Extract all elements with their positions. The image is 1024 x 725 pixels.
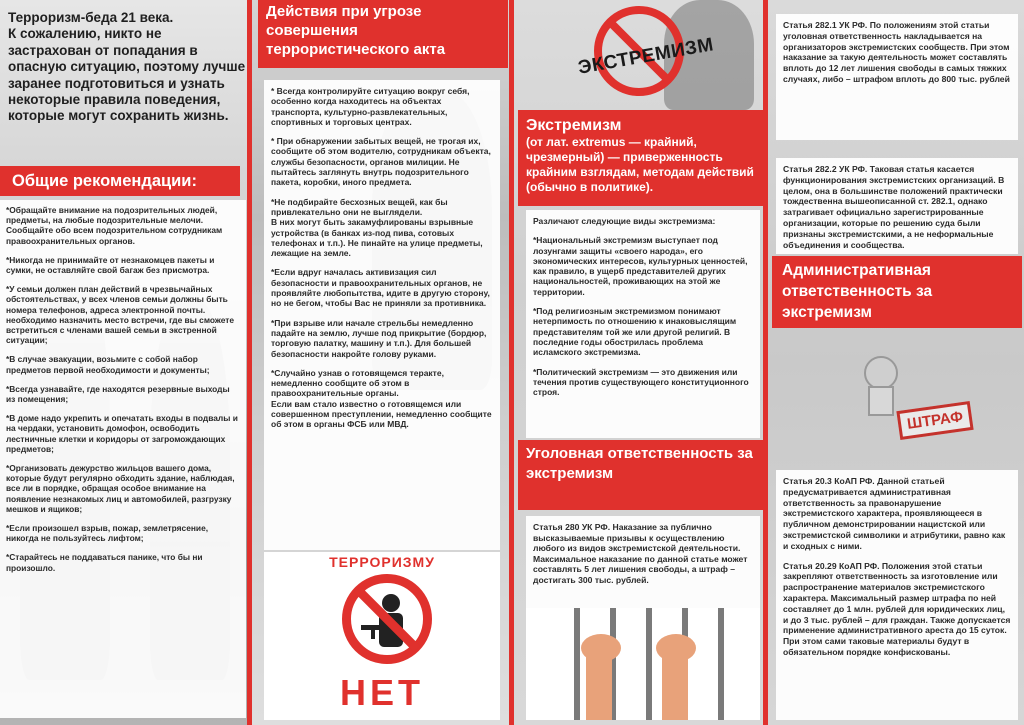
list-item: *Не подбирайте бесхозных вещей, как бы привлекательно они не выглядели. В них могут быть закамуфлированы взрывные устройства (в банках из-под пива, сотовых телефонах и т.п.). Не пинайте на улице предметы, лежащие на земле.	[271, 196, 483, 259]
panel-legal	[768, 0, 1024, 725]
list-item: *Под религиозным экстремизмом понимают нетерпимость по отношению к инаковыслящим представителям той же или другой религий. В последние годы обострилась проблема исламского экстремизма.	[533, 306, 737, 358]
fine-stamp-image	[828, 350, 978, 460]
list-item: * Всегда контролируйте ситуацию вокруг себя, особенно когда находитесь на объектах транспорта, культурно-развлекательных, спортивных и торговых центрах.	[271, 86, 470, 127]
prison-bars-icon	[526, 608, 760, 720]
actions-list	[264, 80, 500, 550]
no-terrorism-poster	[264, 552, 500, 720]
criminal-liability-heading: Уголовная ответственность за экстремизм	[518, 440, 763, 510]
types-intro: Различают следующие виды экстремизма:	[533, 216, 716, 226]
article-282-2-text: Статья 282.2 УК РФ. Таковая статья касается функционирования экстремистских организаций. В целом, она в большинстве положений практически тождественна вышеописанной ст. 282.1, однако затрагивает официально зарегистрированные организации, которые по решению суда были признаны экстремистскими, а не неформальные объединения и сообщества.	[783, 164, 1005, 250]
extremism-heading: Экстремизм	[526, 117, 622, 134]
stamp-handle	[864, 356, 898, 390]
list-item: *Организовать дежурство жильцов вашего дома, которые будут регулярно обходить здание, наблюдая, все ли в порядке, обращая особое внимание на появление незнакомых лиц и автомобилей, разгрузку мешков и ящиков;	[6, 463, 235, 514]
panel-actions-threat	[252, 0, 514, 725]
extremism-definition: (от лат. extremus — крайний, чрезмерный) — приверженность крайним взглядам, методам действий (обычно в политике).	[526, 135, 754, 194]
prohibition-icon	[342, 574, 432, 664]
stamp-word: ШТРАФ	[896, 401, 974, 440]
intro-text: Терроризм-беда 21 века. К сожалению, никто не застрахован от попадания в опасную ситуацию, поэтому лучше заранее подготовиться и узнать некоторые правила поведения, которые могут сохранить жизнь.	[8, 10, 246, 124]
sign-word: ЭКСТРЕМИЗМ	[576, 34, 716, 79]
prison-bars-image	[526, 608, 760, 720]
list-item: *Национальный экстремизм выступает под лозунгами защиты «своего народа», его экономических интересов, культурных ценностей, как правило, в ущерб представителей других национальностей, проживающих на этой же территории.	[533, 235, 748, 297]
article-20-3-text: Статья 20.3 КоАП РФ. Данной статьей предусматривается административная ответственность за правонарушение экстремистского характера, проявляющееся в публичном демонстрировании нацистской или экстремистской символики и атрибутики, равно как и сходных с ними.	[783, 476, 1006, 551]
stamp-body	[868, 386, 894, 416]
list-item: *У семьи должен план действий в чрезвычайных обстоятельствах, у всех членов семьи должны быть номера телефонов, адреса электронной почты. необходимо назначить место встречи, где вы сможете встретиться с членами вашей семьи в экстренной ситуации;	[6, 284, 235, 346]
list-item: *Старайтесь не поддаваться панике, что бы ни произошло.	[6, 552, 203, 573]
list-item: *Если произошел взрыв, пожар, землетрясение, никогда не пользуйтесь лифтом;	[6, 523, 209, 544]
recommendations-list	[0, 200, 246, 718]
list-item: *Случайно узнав о готовящемся теракте, немедленно сообщите об этом в правоохранительные органы. Если вам стало известно о готовящемся или совершенном преступлении, немедленно сообщите об этом в органы ФСБ или МВД.	[271, 367, 492, 430]
panel-general-recommendations	[0, 0, 252, 725]
article-282-1	[776, 14, 1018, 140]
general-recommendations-heading: Общие рекомендации:	[0, 166, 240, 196]
article-20-29-text: Статья 20.29 КоАП РФ. Положения этой статьи закрепляют ответственность за изготовление или распространение материалов экстремистского характера. Максимальный размер штрафа по ней составляет до 1 млн. рублей для юридических лиц, и до 3 тыс. рублей – для граждан. Также допускается применение административного ареста до 15 суток. При этом сами таковые материалы будут в обязательном порядке конфискованы.	[783, 560, 1011, 657]
article-282-2	[776, 158, 1018, 254]
article-280	[526, 516, 760, 608]
list-item: *Обращайте внимание на подозрительных людей, предметы, на любые подозрительные мелочи. Сообщайте обо всем подозрительном сотрудникам правоохранительных органов.	[6, 205, 223, 246]
article-282-1-text: Статья 282.1 УК РФ. По положениям этой статьи уголовная ответственность накладывается на организаторов экстремистских сообществ. При этом наказание за такую деятельность может составлять вплоть до 12 лет лишения свободы в самых тяжких случаях, либо – штрафом вплоть до 800 тыс. рублей	[783, 20, 1010, 84]
poster-top-text: ТЕРРОРИЗМУ	[329, 554, 435, 570]
list-item: *Политический экстремизм — это движения или течения против существующего конституционного строя.	[533, 366, 749, 398]
list-item: * При обнаружении забытых вещей, не трогая их, сообщите об этом водителю, сотрудникам объекта, службы безопасности, органов милиции. Не пытайтесь заглянуть внутрь подозрительного пакета, коробки, иного предмета.	[271, 136, 491, 188]
extremism-definition-box	[518, 110, 763, 206]
poster-bottom-text: НЕТ	[340, 672, 424, 713]
list-item: *Никогда не принимайте от незнакомцев пакеты и сумки, не оставляйте свой багаж без присмотра.	[6, 254, 215, 276]
panel-extremism	[514, 0, 768, 725]
actions-heading: Действия при угрозе совершения террористического акта	[258, 0, 508, 68]
article-280-text: Статья 280 УК РФ. Наказание за публично высказываемые призывы к осуществлению любого из видов экстремистской деятельности. Максимальное наказание по данной статье может составлять 5 лет лишения свободы, а штраф – достигать 300 тыс. рублей.	[533, 522, 748, 585]
list-item: *Если вдруг началась активизация сил безопасности и правоохранительных органов, не проявляйте любопытства, идите в другую сторону, но не бегом, чтобы Вас не приняли за противника.	[271, 267, 490, 309]
extremism-types	[526, 210, 760, 438]
list-item: *В случае эвакуации, возьмите с собой набор предметов первой необходимости и документы;	[6, 354, 210, 375]
list-item: *Всегда узнавайте, где находятся резервные выходы из помещения;	[6, 383, 230, 405]
extremism-sign	[574, 6, 724, 106]
list-item: *В доме надо укрепить и опечатать входы в подвалы и на чердаки, установить домофон, освободить лестничные клетки и коридоры от загромождающих предметов;	[6, 413, 238, 454]
article-20-3	[776, 470, 1018, 720]
administrative-liability-heading: Административная ответственность за экстремизм	[772, 256, 1022, 328]
list-item: *При взрыве или начале стрельбы немедленно падайте на землю, лучше под прикрытие (бордюр, торговую палатку, машину и т.п.). Для большей безопасности накройте голову руками.	[271, 317, 487, 359]
